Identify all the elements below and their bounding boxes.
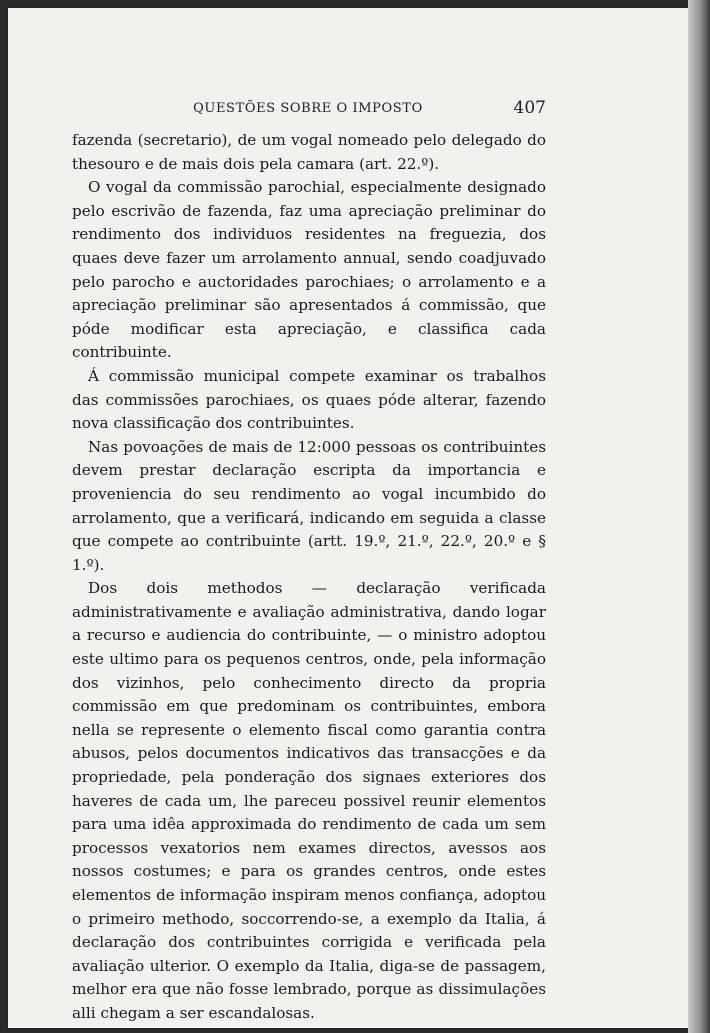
- page-header: [70, 98, 546, 120]
- running-title: QUESTÕES SOBRE O IMPOSTO: [193, 101, 423, 116]
- paragraph: Á commissão municipal compete examinar os trabalhos das commissões parochiaes, os quaes póde alterar, fazendo nova classificação dos contribuintes.: [72, 366, 546, 433]
- paragraph: Dos dois methodos — declaração verificada administrativamente e avaliação administrativa, dando logar a recurso e audiencia do contribuinte, — o ministro adoptou este ultimo para os pequenos centros, onde, pela informação dos vizinhos, pelo conhecimento directo da propria commissão em que predominam os contribuintes, embora nella se represente o elemento fiscal como garantia contra abusos, pelos documentos indicativos das transacções e da propriedade, pela ponderação dos signaes exteriores dos haveres de cada um, lhe pareceu possivel reunir elementos para uma idêa approximada do rendimento de cada um sem processos vexatorios nem exames directos, avessos aos nossos costumes; e para os grandes centros, onde estes elementos de informação inspiram menos confiança, adoptou o primeiro methodo, soccorrendo-se, a exemplo da Italia, á declaração dos contribuintes corrigida e verificada pela avaliação ulterior. O exemplo da Italia, diga-se de passagem, melhor era que não fosse lembrado, porque as dissimulações alli chegam a ser escandalosas.: [72, 579, 546, 1022]
- page-number: 407: [513, 98, 546, 118]
- page-edge-shadow: [688, 0, 710, 1033]
- paragraph: Nas povoações de mais de 12:000 pessoas os contribuintes devem prestar declaração escripta da importancia e proveniencia do seu rendimento ao vogal incumbido do arrolamento, que a verificará, indicando em seguida a classe que compete ao contribuinte (artt. 19.º, 21.º, 22.º, 20.º e § 1.º).: [72, 437, 546, 574]
- body-text: [72, 129, 546, 1026]
- paragraph: fazenda (secretario), de um vogal nomeado pelo delegado do thesouro e de mais dois pela camara (art. 22.º).: [72, 131, 546, 173]
- paragraph: O vogal da commissão parochial, especialmente designado pelo escrivão de fazenda, faz uma apreciação preliminar do rendimento dos individuos residentes na freguezia, dos quaes deve fazer um arrolamento annual, sendo coadjuvado pelo parocho e auctoridades parochiaes; o arrolamento e a apreciação preliminar são apresentados á commissão, que póde modificar esta apreciação, e classifica cada contribuinte.: [72, 178, 546, 362]
